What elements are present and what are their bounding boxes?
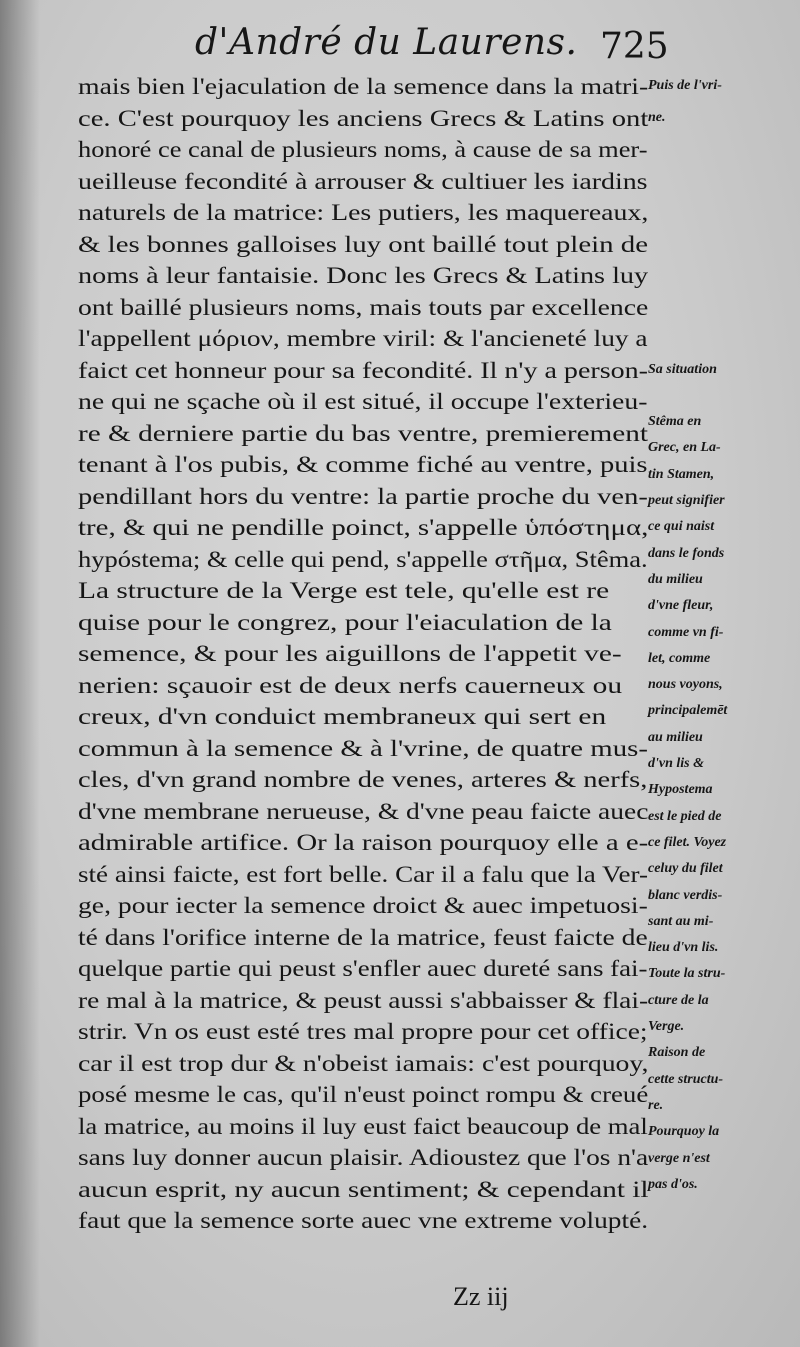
page-number: 725 <box>600 26 669 67</box>
text-line: strir. Vn os eust esté tres mal propre pour cet office; <box>78 1019 648 1045</box>
margin-note: Pourquoy la <box>648 1124 720 1140</box>
margin-note: blanc verdis- <box>648 887 723 903</box>
text-line: commun à la semence & à l'vrine, de quatre mus- <box>78 735 648 762</box>
margin-note: d'vne fleur, <box>648 598 714 614</box>
text-line: faict cet honneur pour sa fecondité. Il n'y a person- <box>78 357 648 384</box>
running-head: d'André du Laurens. <box>195 22 578 63</box>
text-line: sté ainsi faicte, est fort belle. Car il a falu que la Ver- <box>78 861 649 888</box>
margin-note: re. <box>648 1097 664 1113</box>
margin-note: comme vn fi- <box>648 624 724 640</box>
text-line: quelque partie qui peust s'enfler auec dureté sans fai- <box>78 956 648 982</box>
text-line: tenant à l'os pubis, & comme fiché au ventre, puis <box>78 452 648 478</box>
margin-note: cture de la <box>648 992 709 1008</box>
margin-note: Hypostema <box>648 782 713 798</box>
margin-note: verge n'est <box>648 1150 710 1166</box>
text-line: la matrice, au moins il luy eust faict beaucoup de mal <box>78 1113 648 1140</box>
margin-note: Grec, en La- <box>648 440 721 456</box>
margin-note: celuy du filet <box>648 861 723 877</box>
text-line: sans luy donner aucun plaisir. Adioustez que l'os n'a <box>78 1145 649 1171</box>
text-line: l'appellent μόριον, membre viril: & l'ancieneté luy a <box>78 326 648 352</box>
margin-note: Verge. <box>648 1019 685 1035</box>
text-line: admirable artifice. Or la raison pourquoy elle a e- <box>78 830 649 856</box>
margin-note: let, comme <box>648 650 711 666</box>
margin-note: lieu d'vn lis. <box>648 940 719 956</box>
margin-note: principalemēt <box>648 703 728 719</box>
text-line: re & derniere partie du bas ventre, premierement <box>78 420 649 447</box>
text-line: ce. C'est pourquoy les anciens Grecs & Latins ont <box>78 105 649 132</box>
text-line: té dans l'orifice interne de la matrice, feust faicte de <box>78 924 648 951</box>
text-line: cles, d'vn grand nombre de venes, arteres & nerfs, <box>78 767 648 793</box>
margin-note: sant au mi- <box>648 913 714 929</box>
margin-note: ce filet. Voyez <box>648 834 727 850</box>
margin-note: au milieu <box>648 729 703 745</box>
margin-note: est le pied de <box>648 808 722 824</box>
text-line: ueilleuse fecondité à arrouser & cultiuer les iardins <box>78 168 648 195</box>
margin-note: Raison de <box>648 1045 706 1061</box>
text-line: aucun esprit, ny aucun sentiment; & cependant il <box>78 1176 649 1203</box>
margin-note: cette structu- <box>648 1071 724 1087</box>
text-line: quise pour le congrez, pour l'eiaculation de la <box>78 609 612 636</box>
text-line: & les bonnes galloises luy ont baillé tout plein de <box>78 231 649 258</box>
text-line: hypóstema; & celle qui pend, s'appelle στῆμα, Stêma. <box>78 546 648 573</box>
margin-note: ce qui naist <box>648 519 715 535</box>
margin-note: pas d'os. <box>648 1176 698 1192</box>
text-line: d'vne membrane nerueuse, & d'vne peau faicte auec <box>78 798 649 825</box>
margin-note: dans le fonds <box>648 545 725 561</box>
text-line: ge, pour iecter la semence droict & auec impetuosi- <box>78 893 648 919</box>
text-line: posé mesme le cas, qu'il n'eust poinct rompu & creué <box>78 1082 649 1108</box>
margin-note: Stêma en <box>648 414 702 430</box>
margin-note: d'vn lis & <box>648 756 705 772</box>
text-line: ont baillé plusieurs noms, mais touts par excellence <box>78 294 649 321</box>
margin-note: ne. <box>648 109 666 125</box>
text-line: La structure de la Verge est tele, qu'elle est re <box>78 578 610 604</box>
margin-note: Toute la stru- <box>648 966 726 982</box>
text-line: honoré ce canal de plusieurs noms, à cause de sa mer- <box>78 137 648 163</box>
body-text <box>78 72 648 1238</box>
text-line: noms à leur fantaisie. Donc les Grecs & Latins luy <box>78 263 649 289</box>
text-line: tre, & qui ne pendille poinct, s'appelle ὑπόστημα, <box>78 515 649 541</box>
text-line: car il est trop dur & n'obeist iamais: c'est pourquoy, <box>78 1050 649 1077</box>
text-line: creux, d'vn conduict membraneux qui sert en <box>78 704 607 730</box>
text-line: mais bien l'ejaculation de la semence dans la matri- <box>78 74 649 100</box>
margin-note: peut signifier <box>648 493 725 508</box>
text-line: ne qui ne sçache où il est situé, il occupe l'exterieu- <box>78 389 648 415</box>
margin-note: Sa situation <box>648 361 717 377</box>
signature-mark: Zz iij <box>453 1282 509 1311</box>
margin-note: nous voyons, <box>648 677 723 693</box>
text-line: faut que la semence sorte auec vne extreme volupté. <box>78 1208 649 1234</box>
gutter-shadow <box>0 0 40 1347</box>
margin-note: du milieu <box>648 571 703 587</box>
text-line: re mal à la matrice, & peust aussi s'abbaisser & flai- <box>78 987 649 1014</box>
margin-note: tin Stamen, <box>648 466 715 482</box>
text-line: naturels de la matrice: Les putiers, les maquereaux, <box>78 200 649 226</box>
margin-note: Puis de l'vri- <box>648 78 722 93</box>
text-line: pendillant hors du ventre: la partie proche du ven- <box>78 483 648 510</box>
text-line: semence, & pour les aiguillons de l'appetit ve- <box>78 641 622 667</box>
text-line: nerien: sçauoir est de deux nerfs cauerneux ou <box>78 672 623 699</box>
